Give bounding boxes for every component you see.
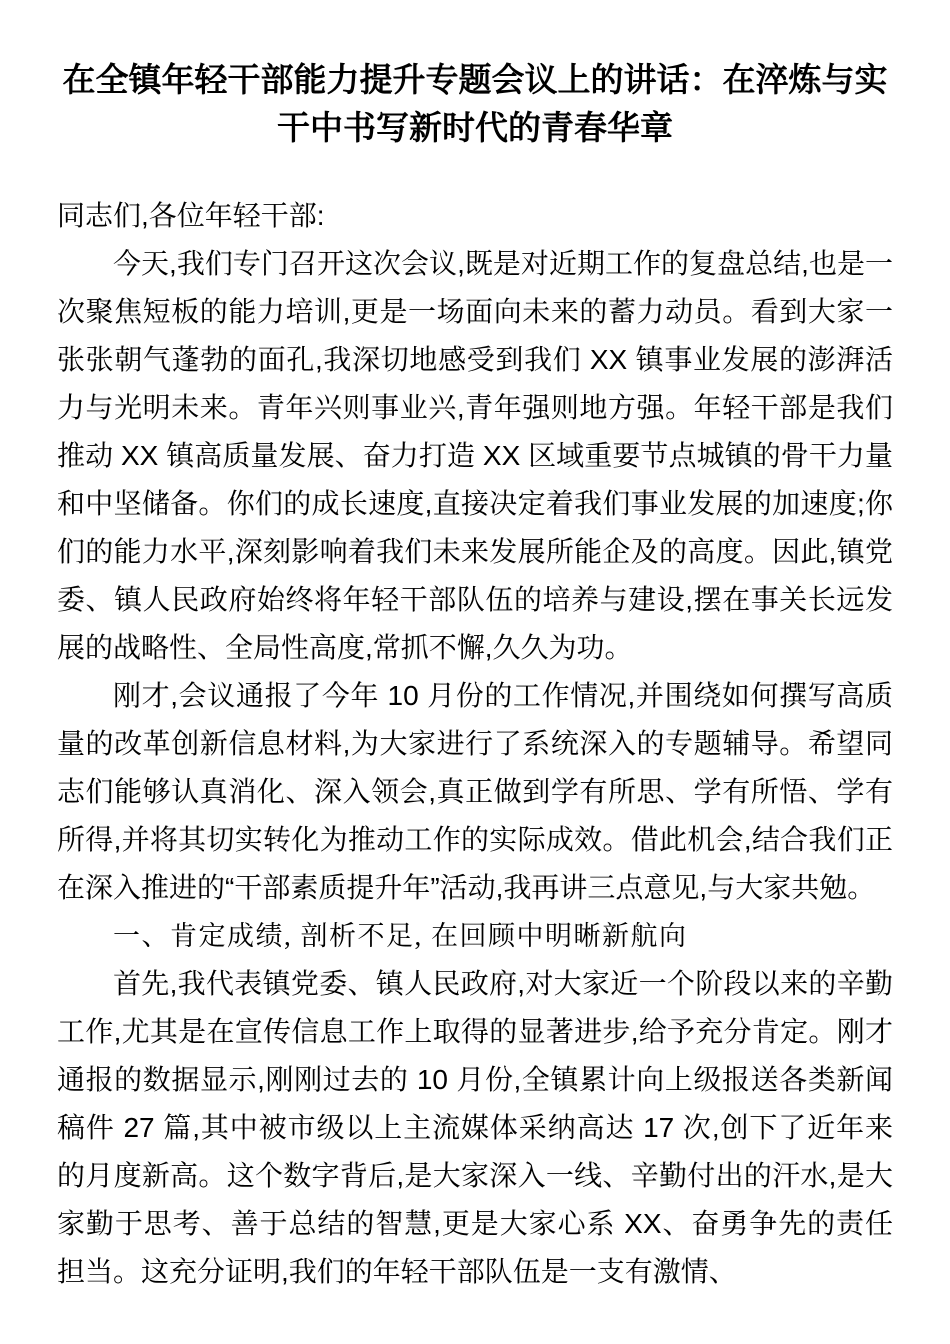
paragraph-2: 刚才,会议通报了今年 10 月份的工作情况,并围绕如何撰写高质量的改革创新信息材料,为大家进行了系统深入的专题辅导。希望同志们能够认真消化、深入领会,真正做到学有所思、学有所悟、学有所得,并将其切实转化为推动工作的实际成效。借此机会,结合我们正在深入推进的“干部素质提升年”活动,我再讲三点意见,与大家共勉。 [57,680,893,903]
section-heading-1: 一、肯定成绩, 剖析不足, 在回顾中明晰新航向 [113,921,688,951]
page-title: 在全镇年轻干部能力提升专题会议上的讲话：在淬炼与实干中书写新时代的青春华章 [62,61,888,146]
section-1-paragraph-1: 首先,我代表镇党委、镇人民政府,对大家近一个阶段以来的辛勤工作,尤其是在宣传信息工作上取得的显著进步,给予充分肯定。刚才通报的数据显示,刚刚过去的 10 月份,全镇累计向上级报送各类新闻稿件 27 篇,其中被市级以上主流媒体采纳高达 17 次,创下了近年来的月度新高。这个数字背后,是大家深入一线、辛勤付出的汗水,是大家勤于思考、善于总结的智慧,更是大家心系 XX、奋勇争先的责任担当。这充分证明,我们的年轻干部队伍是一支有激情、 [57,968,893,1287]
salutation: 同志们,各位年轻干部: [57,200,325,231]
document-body [57,192,893,1296]
paragraph-1: 今天,我们专门召开这次会议,既是对近期工作的复盘总结,也是一次聚焦短板的能力培训,更是一场面向未来的蓄力动员。看到大家一张张朝气蓬勃的面孔,我深切地感受到我们 XX 镇事业发展的澎湃活力与光明未来。青年兴则事业兴,青年强则地方强。年轻干部是我们推动 XX 镇高质量发展、奋力打造 XX 区域重要节点城镇的骨干力量和中坚储备。你们的成长速度,直接决定着我们事业发展的加速度;你们的能力水平,深刻影响着我们未来发展所能企及的高度。因此,镇党委、镇人民政府始终将年轻干部队伍的培养与建设,摆在事关长远发展的战略性、全局性高度,常抓不懈,久久为功。 [57,248,893,663]
